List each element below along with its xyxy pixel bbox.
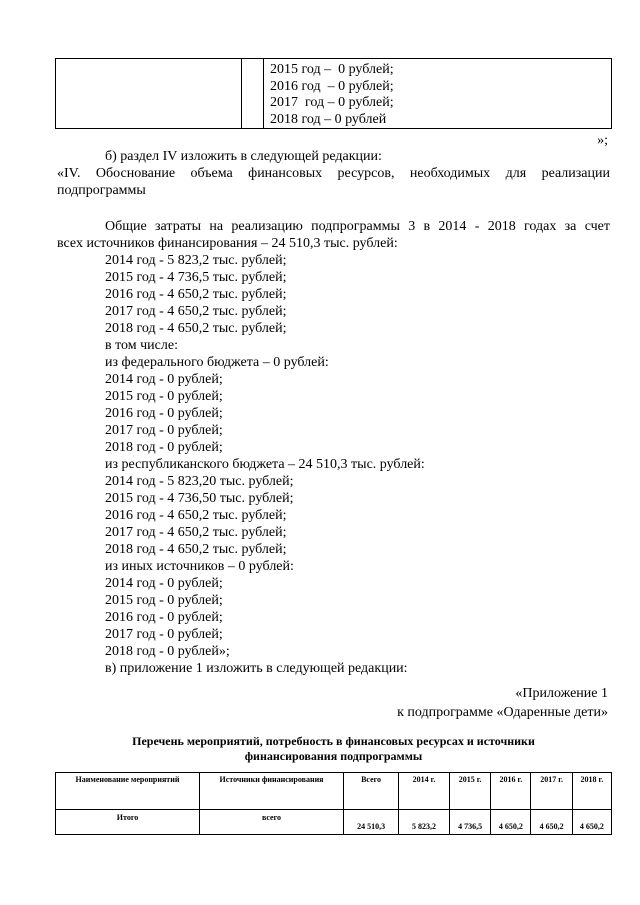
closing-quote: »;	[597, 133, 608, 148]
appendix-subtitle: к подпрограмме «Одаренные дети»	[397, 705, 608, 720]
text-line: 2016 год - 0 рублей;	[105, 406, 223, 421]
text-line: 2016 год - 4 650,2 тыс. рублей;	[105, 508, 287, 523]
text-line: 2015 год - 4 736,50 тыс. рублей;	[105, 491, 294, 506]
column-header: Наименование мероприятий	[56, 773, 200, 810]
text-line: 2014 год - 0 рублей;	[105, 576, 223, 591]
instruction-b: б) раздел IV изложить в следующей редакции:	[105, 149, 382, 164]
column-header: 2014 г.	[399, 773, 450, 810]
funding-line: 2016 год – 0 рублей;	[270, 78, 394, 94]
appendix-label: «Приложение 1	[515, 686, 608, 701]
paragraph-line1: Общие затраты на реализацию подпрограммы 3 в 2014 - 2018 годах за счет	[105, 219, 610, 234]
table-cell: 4 650,2	[572, 810, 611, 835]
financing-table	[55, 772, 612, 835]
text-line: в том числе:	[105, 338, 178, 353]
table-cell: 5 823,2	[399, 810, 450, 835]
text-line: 2017 год - 0 рублей;	[105, 627, 223, 642]
text-line: 2015 год - 4 736,5 тыс. рублей;	[105, 270, 287, 285]
text-line: 2016 год - 0 рублей;	[105, 610, 223, 625]
text-line: в) приложение 1 изложить в следующей редакции:	[105, 661, 408, 676]
table-column-divider	[241, 59, 242, 128]
text-line: из республиканского бюджета – 24 510,3 тыс. рублей:	[105, 457, 425, 472]
table-title-line2: финансирования подпрограммы	[244, 749, 423, 763]
table-cell: 24 510,3	[344, 810, 399, 835]
text-line: 2018 год - 0 рублей»;	[105, 644, 230, 659]
text-line: 2014 год - 5 823,2 тыс. рублей;	[105, 253, 287, 268]
text-line: 2015 год - 0 рублей;	[105, 593, 223, 608]
table-header-row	[56, 773, 612, 810]
table-cell: 4 650,2	[491, 810, 531, 835]
section-heading-line1: «IV. Обоснование объема финансовых ресурсов, необходимых для реализации	[57, 166, 610, 181]
text-line: 2018 год - 4 650,2 тыс. рублей;	[105, 321, 287, 336]
text-line: 2014 год - 0 рублей;	[105, 372, 223, 387]
column-header: 2017 г.	[531, 773, 572, 810]
text-line: 2017 год - 4 650,2 тыс. рублей;	[105, 525, 287, 540]
column-header: Источники финансирования	[200, 773, 344, 810]
column-header: 2015 г.	[449, 773, 490, 810]
text-line: 2016 год - 4 650,2 тыс. рублей;	[105, 287, 287, 302]
table-column-divider	[263, 59, 264, 128]
text-line: 2018 год - 0 рублей;	[105, 440, 223, 455]
text-line: из федерального бюджета – 0 рублей:	[105, 355, 329, 370]
passport-table-fragment	[55, 58, 612, 129]
section-heading-line2: подпрограммы	[57, 183, 146, 198]
table-row	[56, 810, 612, 835]
table-cell: Итого	[56, 810, 200, 835]
table-cell: 4 650,2	[531, 810, 572, 835]
column-header: 2018 г.	[572, 773, 611, 810]
paragraph-line2: всех источников финансирования – 24 510,3 тыс. рублей:	[57, 236, 398, 251]
table-cell: 4 736,5	[449, 810, 490, 835]
table-title	[55, 734, 612, 764]
text-line: 2018 год - 4 650,2 тыс. рублей;	[105, 542, 287, 557]
column-header: Всего	[344, 773, 399, 810]
table-cell: всего	[200, 810, 344, 835]
funding-line: 2018 год – 0 рублей	[270, 111, 387, 127]
text-line: 2015 год - 0 рублей;	[105, 389, 223, 404]
funding-by-year-cell	[270, 62, 394, 128]
text-line: 2014 год - 5 823,20 тыс. рублей;	[105, 474, 294, 489]
text-line: 2017 год - 0 рублей;	[105, 423, 223, 438]
funding-line: 2015 год – 0 рублей;	[270, 62, 394, 77]
text-line: из иных источников – 0 рублей:	[105, 559, 294, 574]
column-header: 2016 г.	[491, 773, 531, 810]
funding-line: 2017 год – 0 рублей;	[270, 95, 394, 110]
text-line: 2017 год - 4 650,2 тыс. рублей;	[105, 304, 287, 319]
table-title-line1: Перечень мероприятий, потребность в финансовых ресурсах и источники	[132, 734, 535, 748]
